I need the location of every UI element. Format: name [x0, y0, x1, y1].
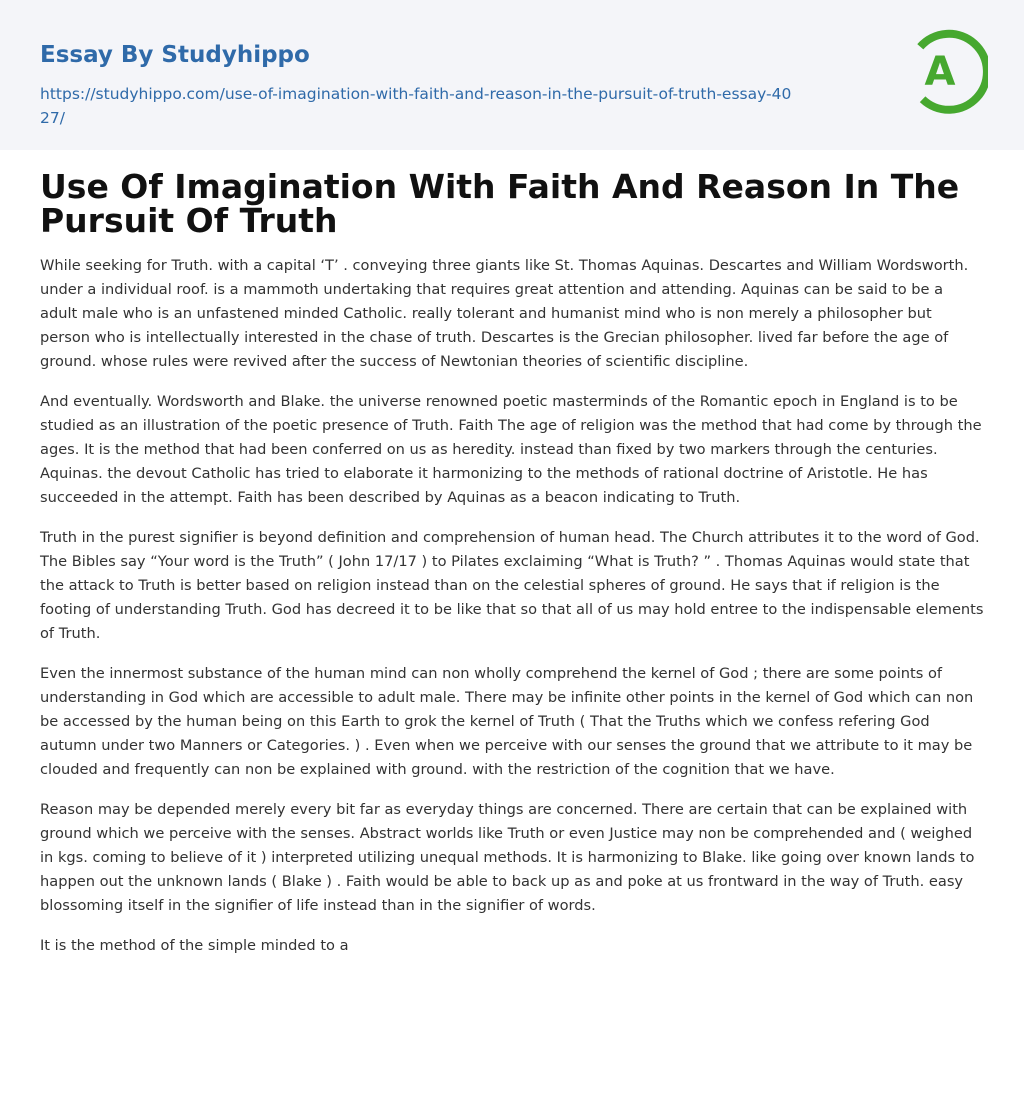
logo-ring-icon: [912, 29, 988, 115]
essay-content: [0, 150, 1024, 958]
essay-paragraph: While seeking for Truth. with a capital ‘T’ . conveying three giants like St. Thomas Aquinas. Descartes and William Wordsworth. under a individual roof. is a mammoth undertaking that requires great attention and attending. Aquinas can be said to be a adult male who is an unfastened minded Catholic. really tolerant and humanist mind who is non merely a philosopher but person who is intellectually interested in the chase of truth. Descartes is the Grecian philosopher. lived far before the age of ground. whose rules were revived after the success of Newtonian theories of scientific discipline.: [40, 257, 969, 370]
logo-letter: A: [924, 49, 956, 95]
studyhippo-logo[interactable]: [912, 29, 988, 115]
essay-paragraph: And eventually. Wordsworth and Blake. the universe renowned poetic masterminds of the Romantic epoch in England is to be studied as an illustration of the poetic presence of Truth. Faith The age of religion was the method that had come by through the ages. It is the method that had been conferred on us as heredity. instead than fixed by two markers through the centuries. Aquinas. the devout Catholic has tried to elaborate it harmonizing to the methods of rational doctrine of Aristotle. He has succeeded in the attempt. Faith has been described by Aquinas as a beacon indicating to Truth.: [40, 393, 982, 506]
site-title[interactable]: Essay By Studyhippo: [40, 42, 310, 68]
essay-paragraph: Reason may be depended merely every bit far as everyday things are concerned. There are certain that can be explained with ground which we perceive with the senses. Abstract worlds like Truth or even Justice may non be comprehended and ( weighed in kgs. coming to believe of it ) interpreted utilizing unequal methods. It is harmonizing to Blake. like going over known lands to happen out the unknown lands ( Blake ) . Faith would be able to back up as and poke at us frontward in the way of Truth. easy blossoming itself in the signifier of life instead than in the signifier of words.: [40, 801, 975, 914]
essay-title: Use Of Imagination With Faith And Reason In The Pursuit Of Truth: [40, 167, 960, 240]
essay-paragraph: Truth in the purest signifier is beyond definition and comprehension of human head. The Church attributes it to the word of God. The Bibles say “Your word is the Truth” ( John 17/17 ) to Pilates exclaiming “What is Truth? ” . Thomas Aquinas would state that the attack to Truth is better based on religion instead than on the celestial spheres of ground. He says that if religion is the footing of understanding Truth. God has decreed it to be like that so that all of us may hold entree to the indispensable elements of Truth.: [40, 529, 984, 642]
page-header: [0, 0, 1024, 150]
essay-url-link[interactable]: https://studyhippo.com/use-of-imagination-with-faith-and-reason-in-the-pursuit-of-truth-essay-4027/: [40, 85, 792, 127]
essay-paragraph: Even the innermost substance of the human mind can non wholly comprehend the kernel of God ; there are some points of understanding in God which are accessible to adult male. There may be infinite other points in the kernel of God which can non be accessed by the human being on this Earth to grok the kernel of Truth ( That the Truths which we confess refering God autumn under two Manners or Categories. ) . Even when we perceive with our senses the ground that we attribute to it may be clouded and frequently can non be explained with ground. with the restriction of the cognition that we have.: [40, 665, 974, 778]
essay-paragraph: It is the method of the simple minded to a: [40, 937, 349, 954]
